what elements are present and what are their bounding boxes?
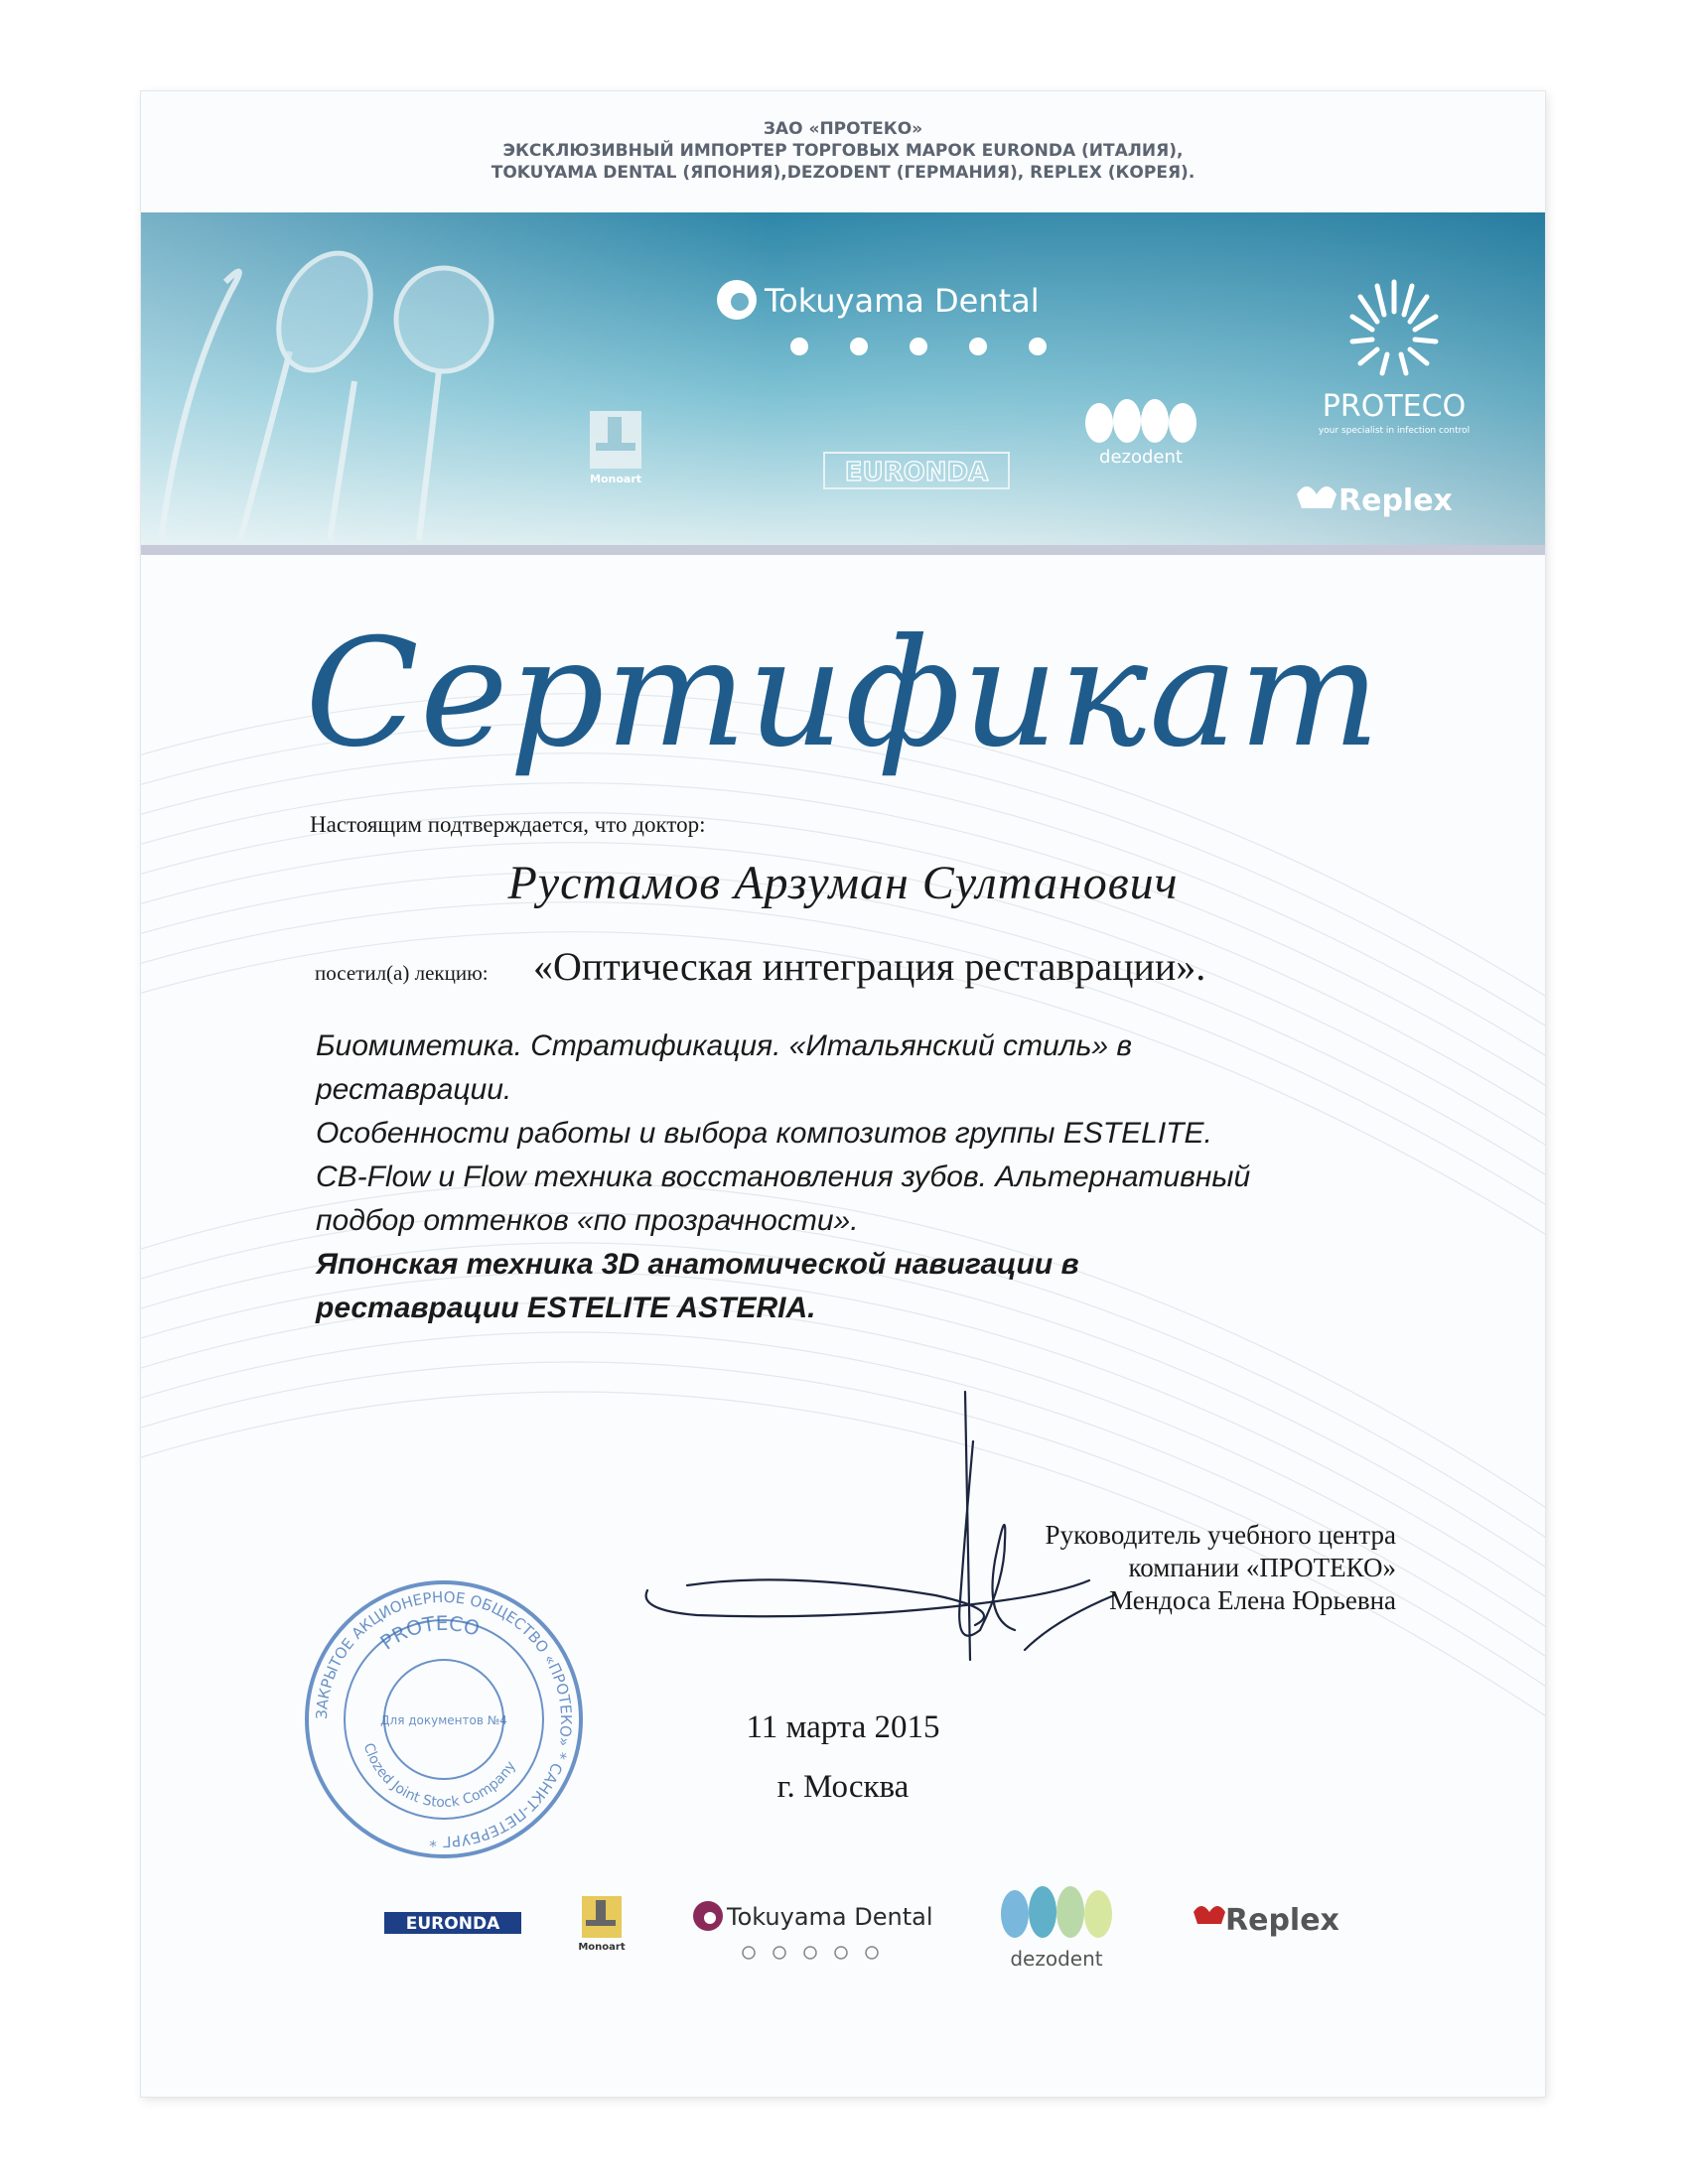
description-line: Биомиметика. Стратификация. «Итальянский стиль» в <box>316 1029 1133 1062</box>
svg-text:dezodent: dezodent <box>1099 447 1183 468</box>
certificate-sheet <box>141 91 1545 2097</box>
confirm-text: Настоящим подтверждается, что доктор: <box>310 812 706 837</box>
svg-text:your specialist in infection c: your specialist in infection control <box>1318 426 1471 436</box>
signatory-title-1: Руководитель учебного центра <box>1045 1520 1396 1550</box>
description-line: Особенности работы и выбора композитов группы ESTELITE. <box>316 1117 1212 1150</box>
svg-text:EURONDA: EURONDA <box>844 458 989 487</box>
euronda-logo <box>824 453 1009 488</box>
footer-euronda-logo <box>384 1912 521 1934</box>
certificate-title: Сертификат <box>305 608 1381 780</box>
svg-text:EURONDA: EURONDA <box>405 1914 500 1934</box>
svg-text:Replex: Replex <box>1338 483 1453 518</box>
svg-text:ЗАКРЫТОЕ АКЦИОНЕРНОЕ ОБЩЕСТВО: ЗАКРЫТОЕ АКЦИОНЕРНОЕ ОБЩЕСТВО «ПРОТЕКО» * САНКТ-ПЕТЕРБУРГ * <box>312 1587 576 1851</box>
lecture-title: «Оптическая интеграция реставрации». <box>533 944 1206 989</box>
svg-text:Clozed Joint Stock Company: Clozed Joint Stock Company <box>359 1740 519 1812</box>
description-line: CB-Flow и Flow техника восстановления зубов. Альтернативный <box>316 1160 1251 1193</box>
svg-text:Monoart: Monoart <box>578 1942 626 1953</box>
footer-logos <box>141 1878 1545 1978</box>
issue-city: г. Москва <box>776 1769 910 1805</box>
date-place <box>141 1698 1545 1817</box>
description-line: подбор оттенков «по прозрачности». <box>316 1204 859 1237</box>
monoart-logo <box>590 411 641 485</box>
footer-monoart-logo <box>578 1896 625 1953</box>
issue-date: 11 марта 2015 <box>746 1709 940 1745</box>
footer-dezodent-logo <box>1001 1886 1112 1971</box>
attended-label: посетил(а) лекцию: <box>315 961 489 985</box>
header-company: ЗАО «ПРОТЕКО» <box>763 119 923 139</box>
footer-replex-logo <box>1194 1903 1339 1938</box>
brand-banner <box>141 212 1545 555</box>
footer-tokuyama-logo <box>693 1901 933 1959</box>
description-bold-line: Японская техника 3D анатомической навигации в <box>316 1248 1079 1281</box>
svg-text:Tokuyama Dental: Tokuyama Dental <box>727 1903 933 1931</box>
svg-text:Для документов №4: Для документов №4 <box>380 1713 507 1727</box>
lecture-description <box>316 1024 1428 1330</box>
description-bold-line: реставрации ESTELITE ASTERIA. <box>316 1292 816 1324</box>
svg-text:PROTECO: PROTECO <box>375 1610 483 1655</box>
svg-text:Monoart: Monoart <box>590 473 641 485</box>
header-line-1: ЭКСКЛЮЗИВНЫЙ ИМПОРТЕР ТОРГОВЫХ МАРОК EURONDA (ИТАЛИЯ), <box>502 141 1184 161</box>
svg-text:Replex: Replex <box>1225 1903 1339 1938</box>
svg-text:PROTECO: PROTECO <box>1322 389 1467 424</box>
signatory-name: Мендоса Елена Юрьевна <box>1109 1585 1396 1615</box>
svg-text:Tokuyama Dental: Tokuyama Dental <box>765 282 1040 320</box>
signatory-title-2: компании «ПРОТЕКО» <box>1128 1553 1396 1582</box>
header-line-2: TOKUYAMA DENTAL (ЯПОНИЯ),DEZODENT (ГЕРМАНИЯ), REPLEX (КОРЕЯ). <box>491 163 1196 183</box>
signatory-block <box>1046 1519 1396 1617</box>
svg-text:dezodent: dezodent <box>1010 1947 1103 1971</box>
description-line: реставрации. <box>316 1073 512 1106</box>
doctor-name: Рустамов Арзуман Султанович <box>507 857 1179 909</box>
